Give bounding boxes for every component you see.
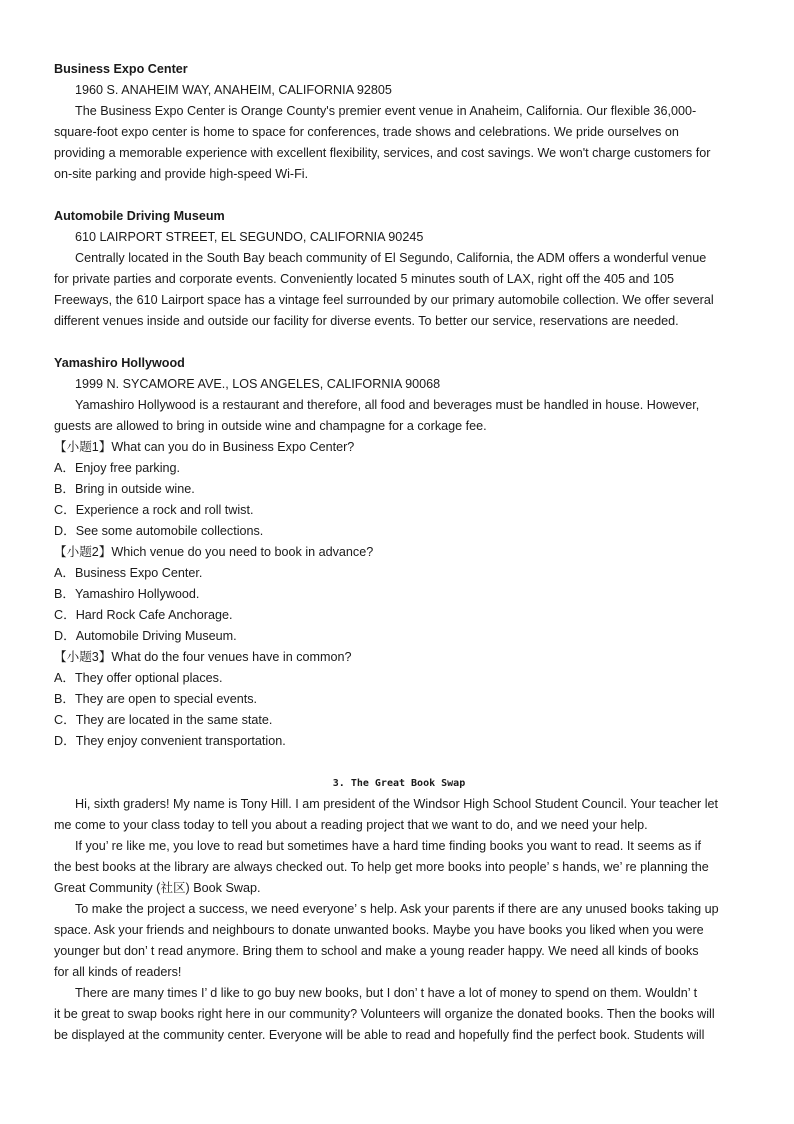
passage-line: There are many times I’ d like to go buy new books, but I don’ t have a lot of money to spend on them. Wouldn’ t bbox=[75, 986, 698, 1000]
spacer bbox=[54, 332, 744, 353]
venue-address: 1960 S. ANAHEIM WAY, ANAHEIM, CALIFORNIA 92805 bbox=[75, 83, 392, 97]
passage-line: space. Ask your friends and neighbours to donate unwanted books. Maybe you have books you liked when you were bbox=[54, 923, 704, 937]
question-stem: 【小题3】What do the four venues have in common? bbox=[54, 650, 352, 664]
venue-yamashiro-hollywood bbox=[54, 353, 744, 437]
venue-text-line: Freeways, the 610 Lairport space has a vintage feel surrounded by our primary automobile collection. We offer several bbox=[54, 293, 714, 307]
answer-option-c[interactable]: C．They are located in the same state. bbox=[54, 713, 273, 727]
venue-business-expo-center bbox=[54, 59, 744, 185]
passage-line: Hi, sixth graders! My name is Tony Hill. I am president of the Windsor High School Student Council. Your teacher let bbox=[75, 797, 719, 811]
passage-line: for all kinds of readers! bbox=[54, 965, 182, 979]
answer-option-c[interactable]: C．Hard Rock Cafe Anchorage. bbox=[54, 608, 233, 622]
passage-line: it be great to swap books right here in our community? Volunteers will organize the donated books. Then the books will bbox=[54, 1007, 715, 1021]
answer-option-b[interactable]: B．Yamashiro Hollywood. bbox=[54, 587, 200, 601]
spacer bbox=[54, 752, 744, 773]
passage-title: 3. The Great Book Swap bbox=[332, 778, 466, 789]
document-page bbox=[54, 59, 744, 1046]
question-2 bbox=[54, 542, 744, 647]
venue-text-line: different venues inside and outside our facility for diverse events. To better our service, reservations are needed. bbox=[54, 314, 679, 328]
venue-text-line: providing a memorable experience with excellent flexibility, services, and cost savings. We won't charge customers for bbox=[54, 146, 711, 160]
answer-option-d[interactable]: D．See some automobile collections. bbox=[54, 524, 264, 538]
passage-line: younger but don’ t read anymore. Bring them to school and make a young reader happy. We need all kinds of books bbox=[54, 944, 699, 958]
answer-option-b[interactable]: B．Bring in outside wine. bbox=[54, 482, 195, 496]
passage-line: the best books at the library are always checked out. To help get more books into people’ s hands, we’ re planning the bbox=[54, 860, 709, 874]
answer-option-a[interactable]: A．They offer optional places. bbox=[54, 671, 223, 685]
venue-text-line: guests are allowed to bring in outside wine and champagne for a corkage fee. bbox=[54, 419, 487, 433]
answer-option-a[interactable]: A．Business Expo Center. bbox=[54, 566, 203, 580]
venue-text-line: on-site parking and provide high-speed Wi-Fi. bbox=[54, 167, 309, 181]
answer-option-a[interactable]: A．Enjoy free parking. bbox=[54, 461, 180, 475]
passage-line: To make the project a success, we need everyone’ s help. Ask your parents if there are any unused books taking up bbox=[75, 902, 719, 916]
answer-option-b[interactable]: B．They are open to special events. bbox=[54, 692, 258, 706]
question-stem: 【小题1】What can you do in Business Expo Center? bbox=[54, 440, 355, 454]
venue-address: 1999 N. SYCAMORE AVE., LOS ANGELES, CALIFORNIA 90068 bbox=[75, 377, 441, 391]
venue-name: Yamashiro Hollywood bbox=[54, 356, 185, 370]
spacer bbox=[54, 185, 744, 206]
answer-option-d[interactable]: D．They enjoy convenient transportation. bbox=[54, 734, 286, 748]
venue-name: Automobile Driving Museum bbox=[54, 209, 225, 223]
venue-text-line: Centrally located in the South Bay beach community of El Segundo, California, the ADM offers a wonderful venue bbox=[75, 251, 707, 265]
question-3 bbox=[54, 647, 744, 752]
passage-line: me come to your class today to tell you about a reading project that we want to do, and we need your help. bbox=[54, 818, 648, 832]
passage-3 bbox=[54, 773, 744, 1046]
passage-line: If you’ re like me, you love to read but sometimes have a hard time finding books you want to read. It seems as if bbox=[75, 839, 702, 853]
answer-option-c[interactable]: C．Experience a rock and roll twist. bbox=[54, 503, 254, 517]
question-stem: 【小题2】Which venue do you need to book in advance? bbox=[54, 545, 374, 559]
venue-name: Business Expo Center bbox=[54, 62, 188, 76]
venue-text-line: square-foot expo center is home to space for conferences, trade shows and celebrations. We pride ourselves on bbox=[54, 125, 679, 139]
passage-line: be displayed at the community center. Everyone will be able to read and hopefully find the perfect book. Students will bbox=[54, 1028, 705, 1042]
venue-address: 610 LAIRPORT STREET, EL SEGUNDO, CALIFORNIA 90245 bbox=[75, 230, 424, 244]
venue-text-line: Yamashiro Hollywood is a restaurant and therefore, all food and beverages must be handled in house. However, bbox=[75, 398, 700, 412]
question-1 bbox=[54, 437, 744, 542]
answer-option-d[interactable]: D．Automobile Driving Museum. bbox=[54, 629, 237, 643]
venue-automobile-driving-museum bbox=[54, 206, 744, 332]
venue-text-line: The Business Expo Center is Orange County's premier event venue in Anaheim, California. Our flexible 36,000- bbox=[75, 104, 697, 118]
passage-line: Great Community (社区) Book Swap. bbox=[54, 881, 261, 895]
venue-text-line: for private parties and corporate events. Conveniently located 5 minutes south of LAX, right off the 405 and 105 bbox=[54, 272, 675, 286]
